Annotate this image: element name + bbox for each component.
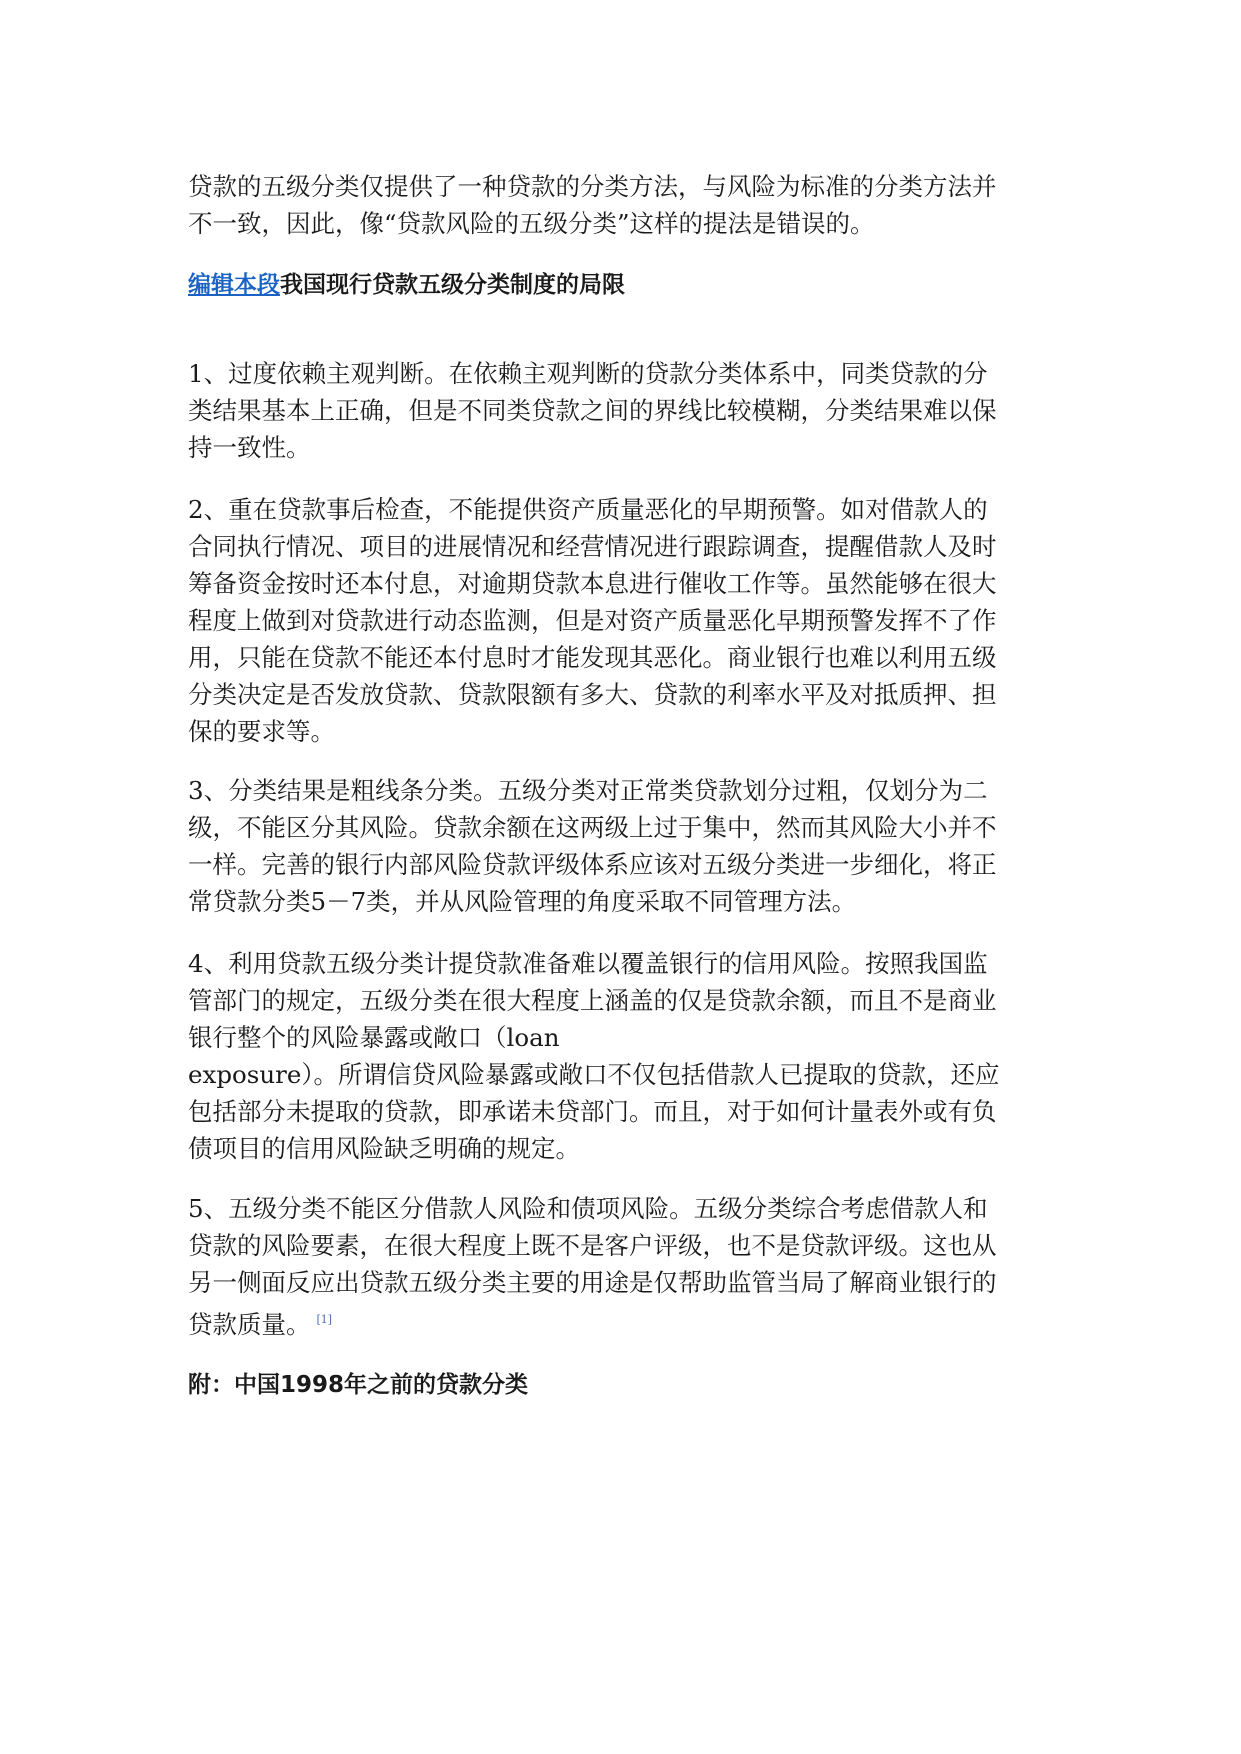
text-line: 类结果基本上正确，但是不同类贷款之间的界线比较模糊，分类结果难以保 — [188, 396, 997, 425]
text-line: 级，不能区分其风险。贷款余额在这两级上过于集中，然而其风险大小并不 — [188, 813, 997, 842]
text-line: 用，只能在贷款不能还本付息时才能发现其恶化。商业银行也难以利用五级 — [188, 643, 997, 672]
appendix-heading — [188, 1367, 1058, 1403]
list-item — [188, 945, 1058, 1167]
text-line: 筹备资金按时还本付息，对逾期贷款本息进行催收工作等。虽然能够在很大 — [188, 569, 997, 598]
text-line: 一样。完善的银行内部风险贷款评级体系应该对五级分类进一步细化，将正 — [188, 850, 997, 879]
text-line: 债项目的信用风险缺乏明确的规定。 — [188, 1134, 580, 1163]
text-line-content: 贷款质量。 — [188, 1310, 311, 1339]
reference-link[interactable]: [1] — [316, 1313, 333, 1326]
text-line: 常贷款分类5－7类，并从风险管理的角度采取不同管理方法。 — [188, 887, 857, 916]
section-title: 我国现行贷款五级分类制度的局限 — [280, 272, 625, 298]
appendix-title: 附：中国1998年之前的贷款分类 — [188, 1372, 529, 1398]
text-line: 持一致性。 — [188, 433, 311, 462]
text-line: 合同执行情况、项目的进展情况和经营情况进行跟踪调查，提醒借款人及时 — [188, 532, 997, 561]
list-item — [188, 772, 1058, 920]
text-line: 5、五级分类不能区分借款人风险和债项风险。五级分类综合考虑借款人和 — [188, 1194, 988, 1223]
text-line: 2、重在贷款事后检查，不能提供资产质量恶化的早期预警。如对借款人的 — [188, 495, 988, 524]
text-line: exposure）。所谓信贷风险暴露或敞口不仅包括借款人已提取的贷款，还应 — [188, 1060, 1000, 1089]
intro-paragraph — [188, 168, 1058, 242]
text-line: 保的要求等。 — [188, 717, 335, 746]
text-line: 包括部分未提取的贷款，即承诺未贷部门。而且，对于如何计量表外或有负 — [188, 1097, 997, 1126]
text-line: 3、分类结果是粗线条分类。五级分类对正常类贷款划分过粗，仅划分为二 — [188, 776, 988, 805]
text-line: 4、利用贷款五级分类计提贷款准备难以覆盖银行的信用风险。按照我国监 — [188, 949, 988, 978]
text-line: 银行整个的风险暴露或敞口（loan — [188, 1023, 560, 1052]
list-item — [188, 355, 1058, 466]
text-line: 贷款的风险要素，在很大程度上既不是客户评级，也不是贷款评级。这也从 — [188, 1231, 997, 1260]
text-line: 不一致，因此，像“贷款风险的五级分类”这样的提法是错误的。 — [188, 209, 875, 238]
edit-section-link[interactable]: 编辑本段 — [188, 272, 280, 298]
text-line — [188, 1301, 1058, 1338]
text-line: 贷款的五级分类仅提供了一种贷款的分类方法，与风险为标准的分类方法并 — [188, 172, 997, 201]
text-line: 分类决定是否发放贷款、贷款限额有多大、贷款的利率水平及对抵质押、担 — [188, 680, 997, 709]
list-item — [188, 491, 1058, 750]
text-line: 管部门的规定，五级分类在很大程度上涵盖的仅是贷款余额，而且不是商业 — [188, 986, 997, 1015]
list-item — [188, 1190, 1058, 1338]
section-heading — [188, 267, 1058, 303]
text-line: 程度上做到对贷款进行动态监测，但是对资产质量恶化早期预警发挥不了作 — [188, 606, 997, 635]
text-line: 另一侧面反应出贷款五级分类主要的用途是仅帮助监管当局了解商业银行的 — [188, 1268, 997, 1297]
text-line: 1、过度依赖主观判断。在依赖主观判断的贷款分类体系中，同类贷款的分 — [188, 359, 988, 388]
